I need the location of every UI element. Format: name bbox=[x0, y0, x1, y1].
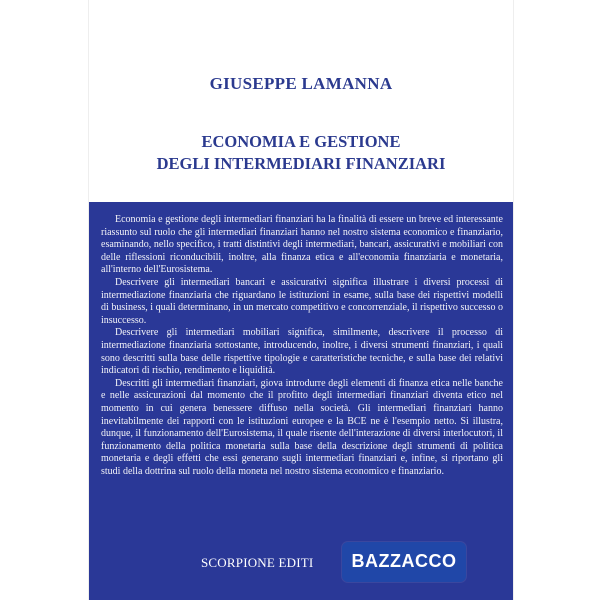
book-title-line-1: ECONOMIA E GESTIONE bbox=[201, 132, 401, 151]
blurb-paragraph: Descritti gli intermediari finanziari, giova introdurre degli elementi di finanza etica nelle banche e nelle assicurazioni dal momento che il profitto degli intermediari finanziari diventa etico nel momento in cui genera benessere diffuso nella società. Gli intermediari finanziari hanno inevitabilmente dei rapporti con le istituzioni europee e la BCE ne è l'esempio netto. Si illustra, dunque, il funzionamento dell'Eurosistema, il quale risente dell'interazione di diversi interlocutori, il funzionamento della politica monetaria sulla base della descrizione degli strumenti di politica monetaria e degli effetti che essi generano sugli intermediari finanziari e, infine, si riportano gli studi della dottrina sul ruolo della moneta nel nostro sistema economico e finanziario. bbox=[101, 377, 503, 477]
back-cover-panel bbox=[89, 202, 513, 600]
blurb-paragraph: Descrivere gli intermediari mobiliari significa, similmente, descrivere il processo di intermediazione finanziaria sottostante, introducendo, inoltre, i diversi strumenti finanziari, i quali sono descritti sulla base delle rispettive tipologie e caratteristiche tecniche, e sulla base dei relativi indicatori di rischio, rendimento e liquidità. bbox=[101, 327, 503, 377]
bazzacco-logo-text: BAZZACCO bbox=[351, 551, 457, 571]
cover-blurb bbox=[101, 214, 503, 478]
blurb-paragraph: Descrivere gli intermediari bancari e assicurativi significa illustrare i diversi processi di intermediazione finanziaria che riguardano le istituzioni in esame, sulla base dei rispettivi modelli di business, i quali determinano, in un mercato competitivo e concorrenziale, il rispettivo successo o insuccesso. bbox=[101, 276, 503, 326]
book-title bbox=[89, 131, 513, 175]
author-name: GIUSEPPE LAMANNA bbox=[209, 74, 393, 93]
bazzacco-logo-badge bbox=[342, 542, 466, 582]
book-title-line-2: DEGLI INTERMEDIARI FINANZIARI bbox=[156, 154, 446, 173]
publisher-name: SCORPIONE EDITI bbox=[201, 555, 314, 570]
book-cover bbox=[88, 0, 514, 600]
blurb-paragraph: Economia e gestione degli intermediari finanziari ha la finalità di essere un breve ed interessante riassunto sul ruolo che gli intermediari finanziari hanno nel nostro sistema economico e finanziario, esaminando, nello specifico, i tratti distintivi degli intermediari, bancari, assicurativi e mobiliari con delle riflessioni riconducibili, inoltre, alla finanza etica e all'economia finanziaria e monetaria, all'interno dell'Eurosistema. bbox=[101, 214, 503, 276]
